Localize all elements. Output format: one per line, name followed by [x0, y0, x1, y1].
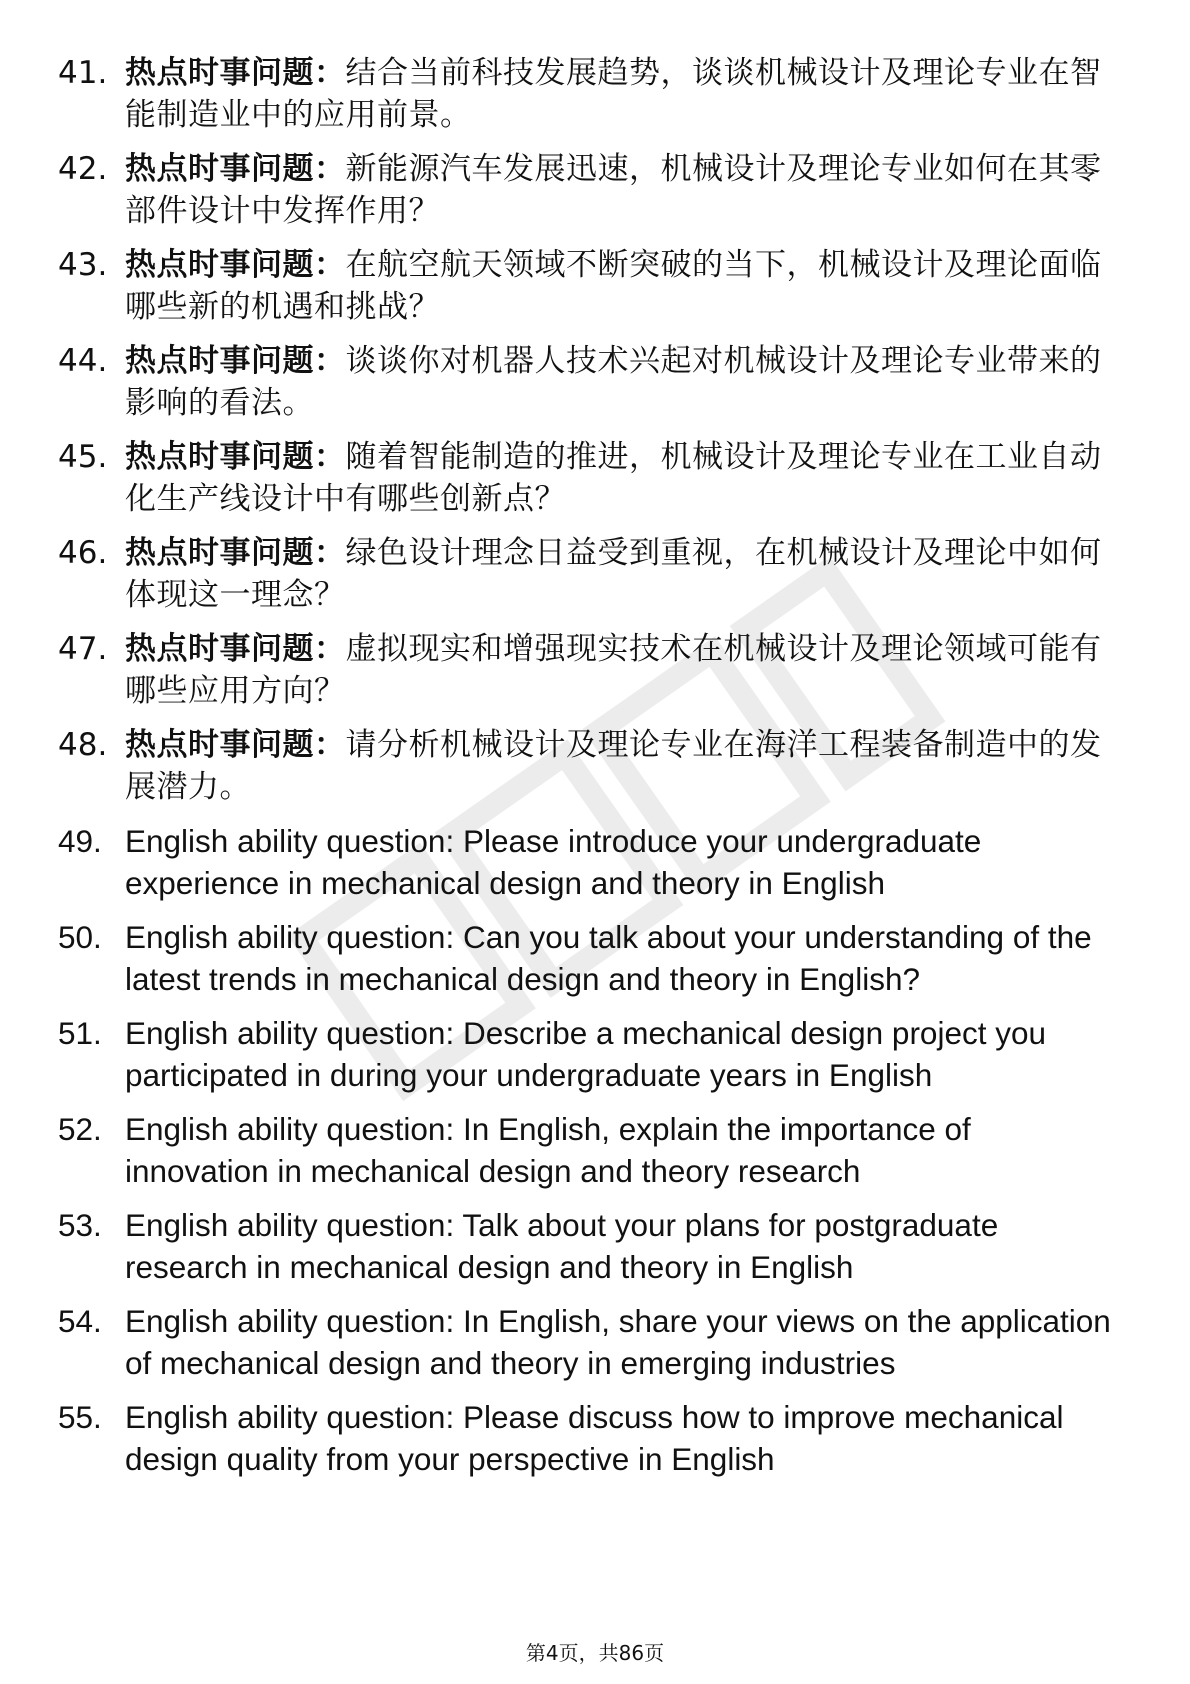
question-text	[125, 532, 1118, 616]
question-number: 53.	[58, 1207, 102, 1243]
question-number: 52.	[58, 1111, 102, 1147]
list-item	[58, 1300, 1118, 1384]
list-item	[58, 52, 1118, 136]
question-prefix: 热点时事问题：	[125, 55, 346, 91]
question-number: 54.	[58, 1303, 102, 1339]
question-text: English ability question: In English, share your views on the application of mechanical design and theory in emerging industries	[125, 1303, 1111, 1381]
question-list	[58, 52, 1118, 1480]
list-item	[58, 244, 1118, 328]
question-number: 50.	[58, 919, 102, 955]
question-number: 45.	[58, 439, 108, 475]
list-item	[58, 1012, 1118, 1096]
question-prefix: 热点时事问题：	[125, 631, 346, 667]
question-body: 在航空航天领域不断突破的当下，机械设计及理论面临哪些新的机遇和挑战？	[125, 247, 1102, 325]
list-item	[58, 436, 1118, 520]
question-number: 41.	[58, 55, 108, 91]
question-body: 请分析机械设计及理论专业在海洋工程装备制造中的发展潜力。	[125, 727, 1102, 805]
list-item	[58, 628, 1118, 712]
question-number: 42.	[58, 151, 108, 187]
question-text: English ability question: Can you talk about your understanding of the latest trends in mechanical design and theory in English?	[125, 919, 1092, 997]
question-number: 49.	[58, 823, 102, 859]
list-item	[58, 1396, 1118, 1480]
question-text	[125, 340, 1118, 424]
question-body: 结合当前科技发展趋势，谈谈机械设计及理论专业在智能制造业中的应用前景。	[125, 55, 1102, 133]
question-prefix: 热点时事问题：	[125, 727, 346, 763]
list-item	[58, 340, 1118, 424]
question-number: 44.	[58, 343, 108, 379]
question-text	[125, 436, 1118, 520]
list-item	[58, 148, 1118, 232]
question-prefix: 热点时事问题：	[125, 439, 346, 475]
list-item	[58, 916, 1118, 1000]
list-item	[58, 532, 1118, 616]
question-text: English ability question: Please introduce your undergraduate experience in mechanical design and theory in English	[125, 823, 982, 901]
question-number: 47.	[58, 631, 108, 667]
question-text	[125, 148, 1118, 232]
question-text: English ability question: In English, explain the importance of innovation in mechanical design and theory research	[125, 1111, 971, 1189]
question-body: 随着智能制造的推进，机械设计及理论专业在工业自动化生产线设计中有哪些创新点？	[125, 439, 1102, 517]
question-text	[125, 628, 1118, 712]
question-text: English ability question: Please discuss how to improve mechanical design quality from your perspective in English	[125, 1399, 1064, 1477]
list-item	[58, 1108, 1118, 1192]
question-prefix: 热点时事问题：	[125, 343, 346, 379]
question-number: 48.	[58, 727, 108, 763]
list-item	[58, 724, 1118, 808]
question-number: 51.	[58, 1015, 102, 1051]
question-body: 绿色设计理念日益受到重视，在机械设计及理论中如何体现这一理念？	[125, 535, 1102, 613]
question-text	[125, 52, 1118, 136]
question-number: 46.	[58, 535, 108, 571]
list-item	[58, 1204, 1118, 1288]
question-text: English ability question: Describe a mechanical design project you participated in during your undergraduate years in English	[125, 1015, 1047, 1093]
question-prefix: 热点时事问题：	[125, 535, 346, 571]
question-body: 新能源汽车发展迅速，机械设计及理论专业如何在其零部件设计中发挥作用？	[125, 151, 1102, 229]
question-body: 谈谈你对机器人技术兴起对机械设计及理论专业带来的影响的看法。	[125, 343, 1102, 421]
question-text	[125, 724, 1118, 808]
question-body: 虚拟现实和增强现实技术在机械设计及理论领域可能有哪些应用方向？	[125, 631, 1102, 709]
list-item	[58, 820, 1118, 904]
question-text	[125, 244, 1118, 328]
question-prefix: 热点时事问题：	[125, 151, 346, 187]
question-prefix: 热点时事问题：	[125, 247, 346, 283]
page-footer: 第4页，共86页	[525, 1641, 665, 1665]
question-number: 43.	[58, 247, 108, 283]
question-number: 55.	[58, 1399, 102, 1435]
question-text: English ability question: Talk about your plans for postgraduate research in mechanical design and theory in English	[125, 1207, 999, 1285]
